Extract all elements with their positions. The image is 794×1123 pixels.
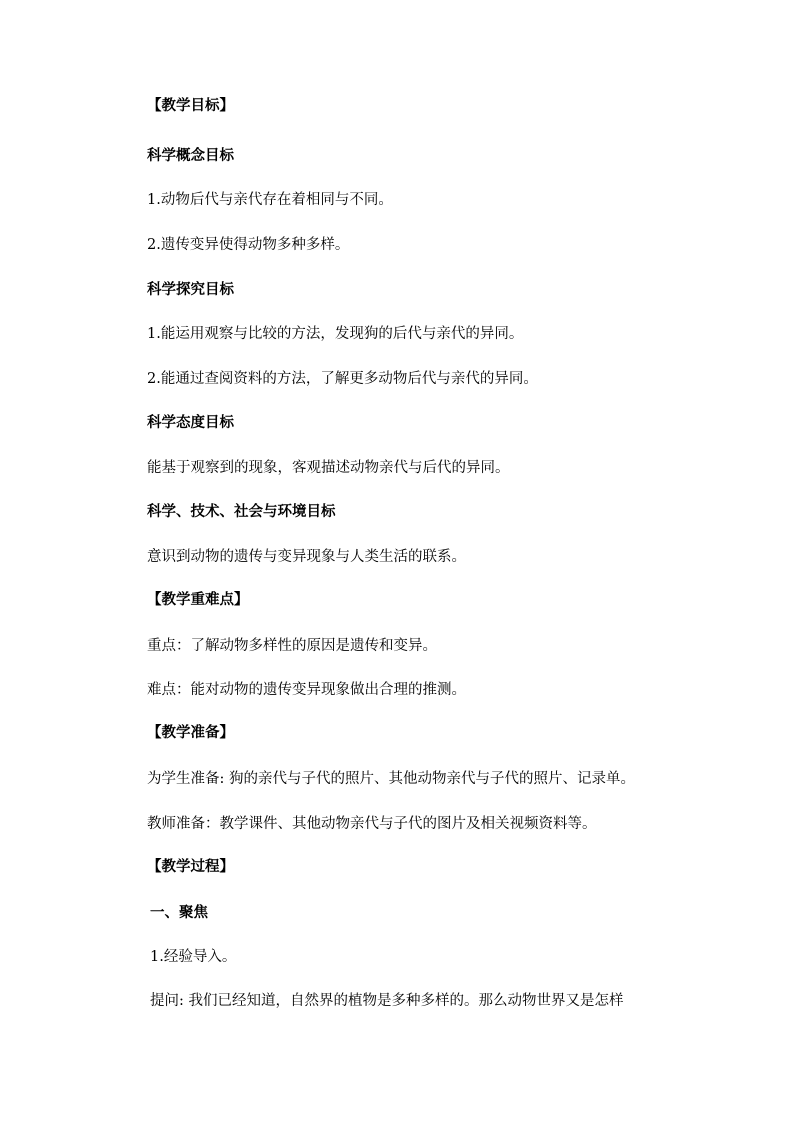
paragraph: 为学生准备: 狗的亲代与子代的照片、其他动物亲代与子代的照片、记录单。 [147, 771, 635, 787]
paragraph: 能基于观察到的现象，客观描述动物亲代与后代的异同。 [147, 460, 510, 476]
subheading-inquiry-goals: 科学探究目标 [147, 281, 234, 298]
heading-teaching-goals: 【教学目标】 [147, 97, 234, 114]
paragraph: 1.经验导入。 [150, 949, 237, 965]
paragraph: 教师准备：教学课件、其他动物亲代与子代的图片及相关视频资料等。 [147, 816, 597, 832]
paragraph: 意识到动物的遗传与变异现象与人类生活的联系。 [147, 549, 466, 565]
subheading-concept-goals: 科学概念目标 [147, 147, 234, 164]
paragraph: 1.能运用观察与比较的方法，发现狗的后代与亲代的异同。 [147, 326, 524, 342]
paragraph: 难点：能对动物的遗传变异现象做出合理的推测。 [147, 682, 466, 698]
heading-preparation: 【教学准备】 [147, 724, 234, 741]
paragraph: 重点：了解动物多样性的原因是遗传和变异。 [147, 638, 437, 654]
section-title-focus: 一、聚焦 [150, 904, 208, 921]
paragraph: 2.遗传变异使得动物多种多样。 [147, 237, 350, 253]
heading-process: 【教学过程】 [147, 858, 234, 875]
heading-key-points: 【教学重难点】 [147, 591, 249, 608]
subheading-attitude-goals: 科学态度目标 [147, 414, 234, 431]
paragraph: 2.能通过查阅资料的方法，了解更多动物后代与亲代的异同。 [147, 371, 538, 387]
subheading-stse-goals: 科学、技术、社会与环境目标 [147, 503, 336, 520]
paragraph: 1.动物后代与亲代存在着相同与不同。 [147, 192, 393, 208]
paragraph: 提问: 我们已经知道，自然界的植物是多种多样的。那么动物世界又是怎样 [150, 993, 624, 1009]
